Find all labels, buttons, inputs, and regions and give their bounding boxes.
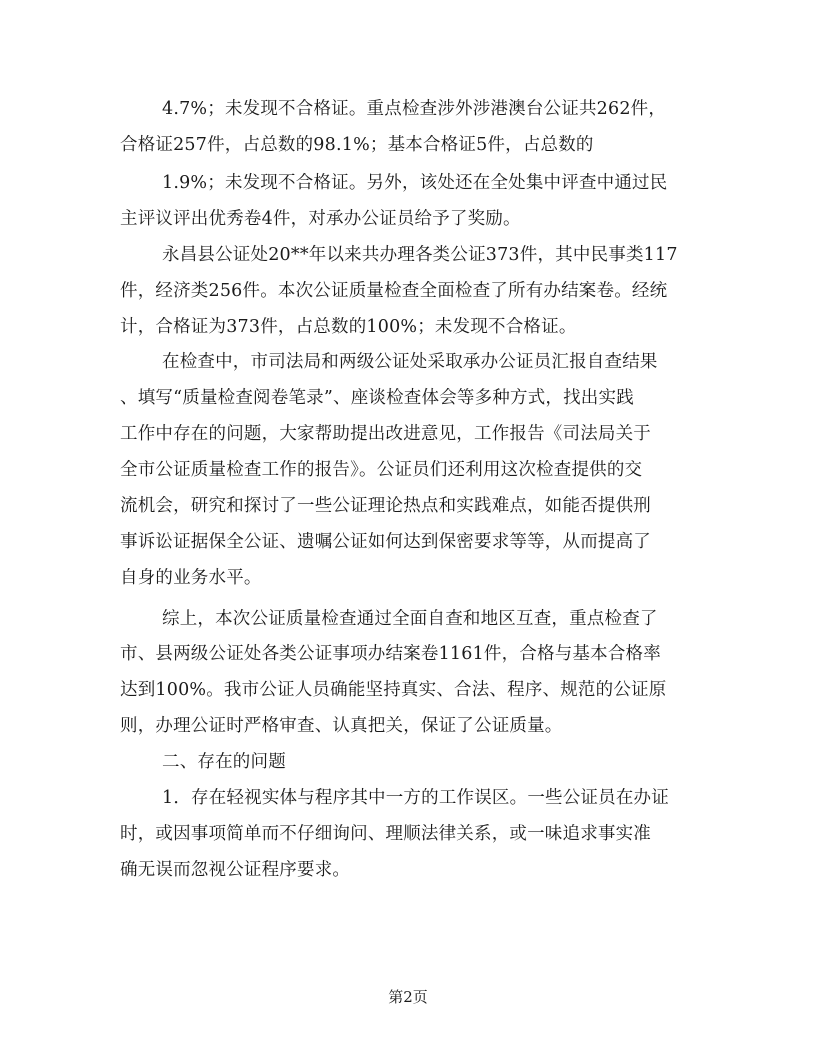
text-line: 自身的业务水平。: [120, 568, 262, 588]
text-line: 合格证257件，占总数的98.1%；基本合格证5件，占总数的: [120, 135, 594, 155]
text-line: 工作中存在的问题，大家帮助提出改进意见，工作报告《司法局关于: [120, 424, 651, 444]
section-heading: 二、存在的问题: [162, 752, 286, 772]
text-line: 永昌县公证处20**年以来共办理各类公证373件，其中民事类117: [162, 245, 678, 265]
text-line: 、填写“质量检查阅卷笔录”、座谈检查体会等多种方式，找出实践: [120, 388, 634, 408]
text-line: 流机会，研究和探讨了一些公证理论热点和实践难点，如能否提供刑: [120, 496, 651, 516]
text-line: 达到100%。我市公证人员确能坚持真实、合法、程序、规范的公证原: [120, 680, 667, 700]
text-line: 综上，本次公证质量检查通过全面自查和地区互查，重点检查了: [162, 609, 658, 629]
text-line: 4.7%；未发现不合格证。重点检查涉外涉港澳台公证共262件，: [162, 99, 667, 119]
text-line: 主评议评出优秀卷4件，对承办公证员给予了奖励。: [120, 209, 521, 229]
page-number: 第2页: [388, 988, 428, 1006]
text-line: 确无误而忽视公证程序要求。: [120, 860, 351, 880]
text-line: 事诉讼证据保全公证、遗嘱公证如何达到保密要求等等，从而提高了: [120, 532, 651, 552]
text-line: 计，合格证为373件，占总数的100%；未发现不合格证。: [120, 317, 577, 337]
text-line: 1.9%；未发现不合格证。另外，该处还在全处集中评查中通过民: [162, 173, 668, 193]
text-line: 市、县两级公证处各类公证事项办结案卷1161件，合格与基本合格率: [120, 644, 661, 664]
text-line: 则，办理公证时严格审查、认真把关，保证了公证质量。: [120, 716, 563, 736]
text-line: 1．存在轻视实体与程序其中一方的工作误区。一些公证员在办证: [162, 788, 669, 808]
text-line: 件，经济类256件。本次公证质量检查全面检查了所有办结案卷。经统: [120, 281, 668, 301]
text-line: 全市公证质量检查工作的报告》。公证员们还利用这次检查提供的交: [120, 460, 643, 480]
text-line: 在检查中，市司法局和两级公证处采取承办公证员汇报自查结果: [162, 352, 658, 372]
text-line: 时，或因事项简单而不仔细询问、理顺法律关系，或一味追求事实准: [120, 824, 651, 844]
